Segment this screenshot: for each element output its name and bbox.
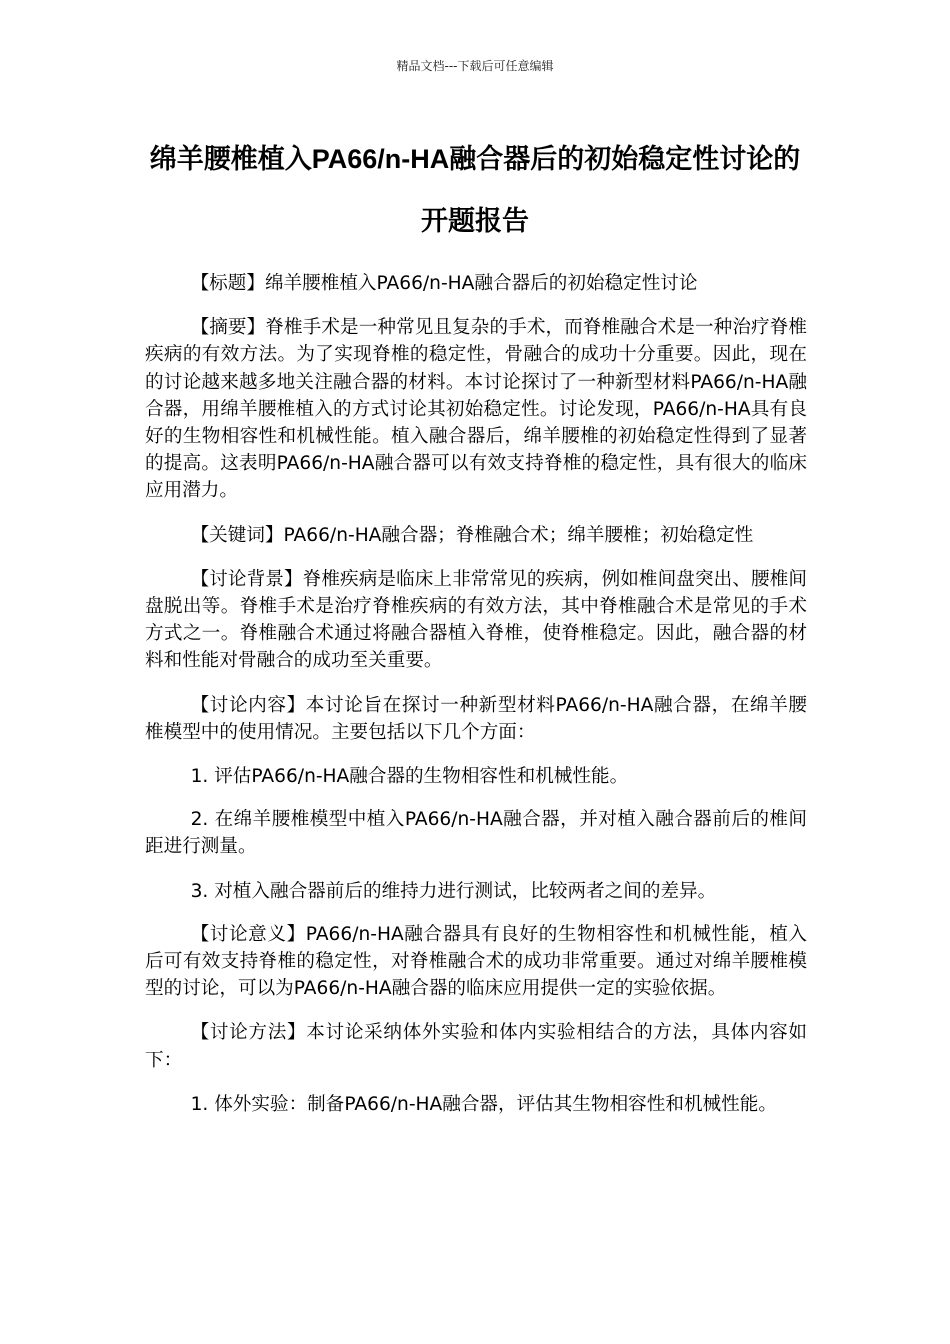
- paragraph-title: 【标题】绵羊腰椎植入PA66/n-HA融合器后的初始稳定性讨论: [190, 273, 698, 294]
- paragraph-keywords: 【关键词】PA66/n-HA融合器；脊椎融合术；绵羊腰椎；初始稳定性: [190, 524, 754, 546]
- list-item: 1. 评估PA66/n-HA融合器的生物相容性和机械性能。: [190, 766, 629, 788]
- paragraph-method: 【讨论方法】本讨论采纳体外实验和体内实验相结合的方法，具体内容如下：: [145, 1022, 807, 1071]
- list-item: 1. 体外实验：制备PA66/n-HA融合器，评估其生物相容性和机械性能。: [190, 1093, 777, 1115]
- document-title: 绵羊腰椎植入PA66/n-HA融合器后的初始稳定性讨论的开题报告: [149, 144, 801, 236]
- paragraph-abstract: 【摘要】脊椎手术是一种常见且复杂的手术，而脊椎融合术是一种治疗脊椎疾病的有效方法。为了实现脊椎的稳定性，骨融合的成功十分重要。因此，现在的讨论越来越多地关注融合器的材料。本讨论探讨了一种新型材料PA66/n-HA融合器，用绵羊腰椎植入的方式讨论其初始稳定性。讨论发现，PA66/n-HA具有良好的生物相容性和机械性能。植入融合器后，绵羊腰椎的初始稳定性得到了显著的提高。这表明PA66/n-HA融合器可以有效支持脊椎的稳定性，具有很大的临床应用潜力。: [145, 317, 807, 502]
- list-item: 2. 在绵羊腰椎模型中植入PA66/n-HA融合器，并对植入融合器前后的椎间距进行测量。: [145, 809, 807, 858]
- paragraph-significance: 【讨论意义】PA66/n-HA融合器具有良好的生物相容性和机械性能，植入后可有效支持脊椎的稳定性，对脊椎融合术的成功非常重要。通过对绵羊腰椎模型的讨论，可以为PA66/n-HA融合器的临床应用提供一定的实验依据。: [145, 923, 807, 1000]
- document-body: [145, 270, 807, 1135]
- paragraph-content: 【讨论内容】本讨论旨在探讨一种新型材料PA66/n-HA融合器，在绵羊腰椎模型中的使用情况。主要包括以下几个方面：: [145, 694, 807, 743]
- page-header-note: 精品文档---下载后可任意编辑: [396, 59, 554, 73]
- paragraph-background: 【讨论背景】脊椎疾病是临床上非常常见的疾病，例如椎间盘突出、腰椎间盘脱出等。脊椎手术是治疗脊椎疾病的有效方法，其中脊椎融合术是常见的手术方式之一。脊椎融合术通过将融合器植入脊椎，使脊椎稳定。因此，融合器的材料和性能对骨融合的成功至关重要。: [145, 568, 807, 672]
- list-item: 3. 对植入融合器前后的维持力进行测试，比较两者之间的差异。: [190, 880, 717, 902]
